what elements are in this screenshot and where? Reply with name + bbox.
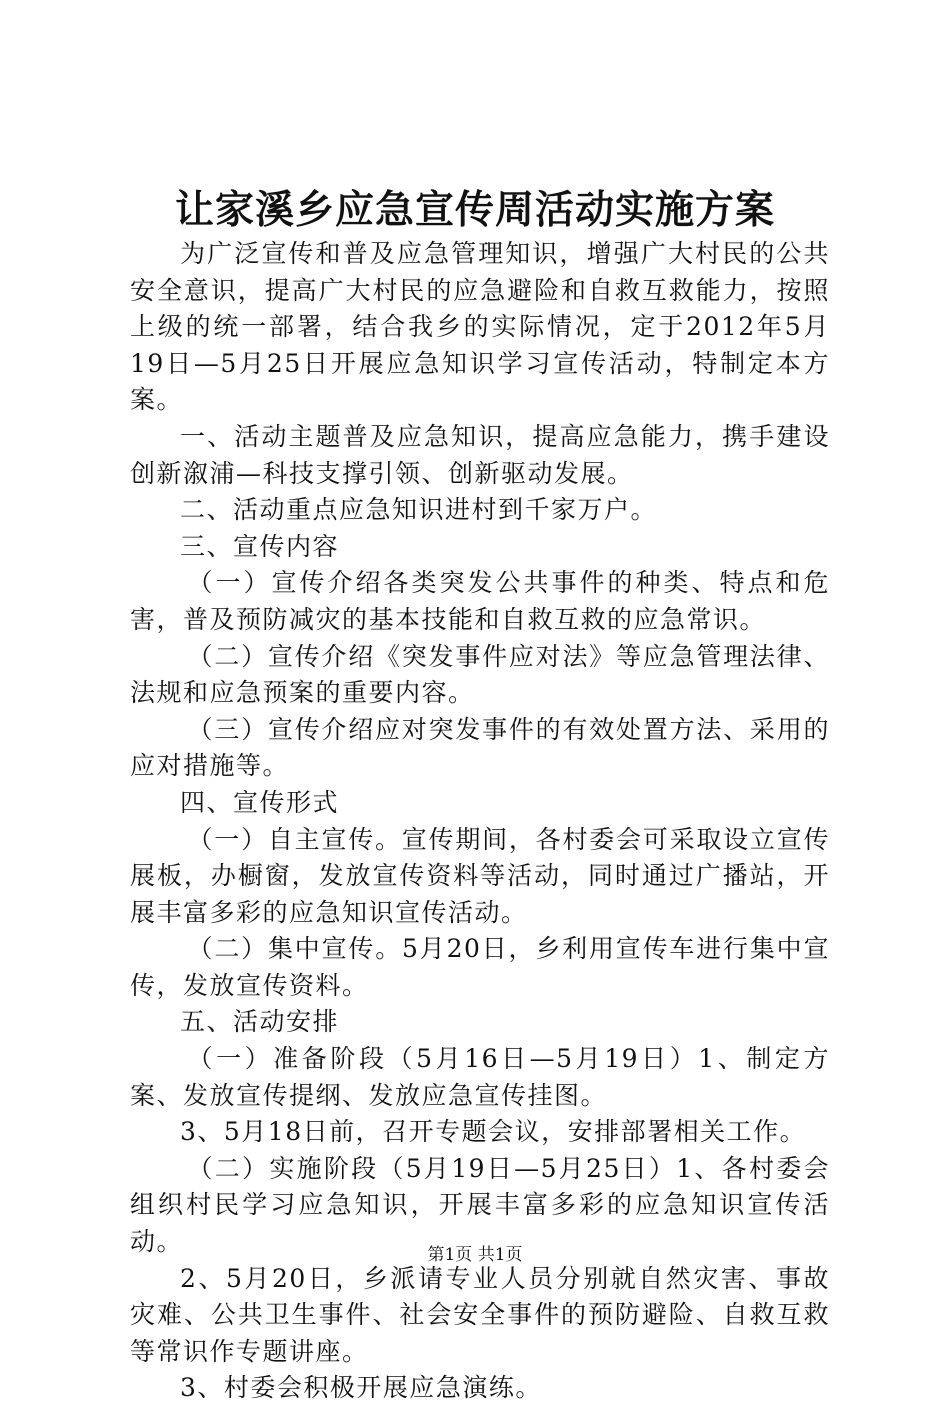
schedule-implementation-stage: （二）实施阶段（5月19日—5月25日）1、各村委会组织村民学习应急知识，开展丰富多彩的应急知识宣传活动。 <box>130 1153 830 1257</box>
intro-paragraph: 为广泛宣传和普及应急管理知识，增强广大村民的公共安全意识，提高广大村民的应急避险和自救互救能力，按照上级的统一部署，结合我乡的实际情况，定于2012年5月19日—5月25日开展应急知识学习宣传活动，特制定本方案。 <box>130 239 830 415</box>
content-item-2: （二）宣传介绍《突发事件应对法》等应急管理法律、法规和应急预案的重要内容。 <box>130 641 830 708</box>
section-theme: 一、活动主题普及应急知识，提高应急能力，携手建设创新溆浦—科技支撑引领、创新驱动发展。 <box>130 421 830 488</box>
content-item-1: （一）宣传介绍各类突发公共事件的种类、特点和危害，普及预防减灾的基本技能和自救互救的应急常识。 <box>130 568 830 634</box>
form-item-1: （一）自主宣传。宣传期间，各村委会可采取设立宣传展板，办橱窗，发放宣传资料等活动，同时通过广播站，开展丰富多彩的应急知识宣传活动。 <box>130 824 830 927</box>
form-item-2: （二）集中宣传。5月20日，乡利用宣传车进行集中宣传，发放宣传资料。 <box>130 934 830 1000</box>
schedule-prep-stage: （一）准备阶段（5月16日—5月19日）1、制定方案、发放宣传提纲、发放应急宣传挂图。 <box>130 1044 830 1110</box>
section-form-heading: 四、宣传形式 <box>180 787 340 817</box>
schedule-impl-item-3: 3、村委会积极开展应急演练。 <box>180 1373 542 1403</box>
document-title: 让家溪乡应急宣传周活动实施方案 <box>174 187 775 233</box>
section-focus: 二、活动重点应急知识进村到千家万户。 <box>180 495 658 525</box>
page-footer: 第1页 共1页 <box>427 1245 523 1265</box>
section-content-heading: 三、宣传内容 <box>180 531 340 561</box>
document-body <box>130 236 830 1407</box>
section-schedule-heading: 五、活动安排 <box>180 1007 340 1037</box>
schedule-prep-item-3: 3、5月18日前，召开专题会议，安排部署相关工作。 <box>180 1117 807 1147</box>
schedule-impl-item-2: 2、5月20日，乡派请专业人员分别就自然灾害、事故灾难、公共卫生事件、社会安全事件的预防避险、自救互救等常识作专题讲座。 <box>130 1263 830 1366</box>
content-item-3: （三）宣传介绍应对突发事件的有效处置方法、采用的应对措施等。 <box>130 714 830 781</box>
